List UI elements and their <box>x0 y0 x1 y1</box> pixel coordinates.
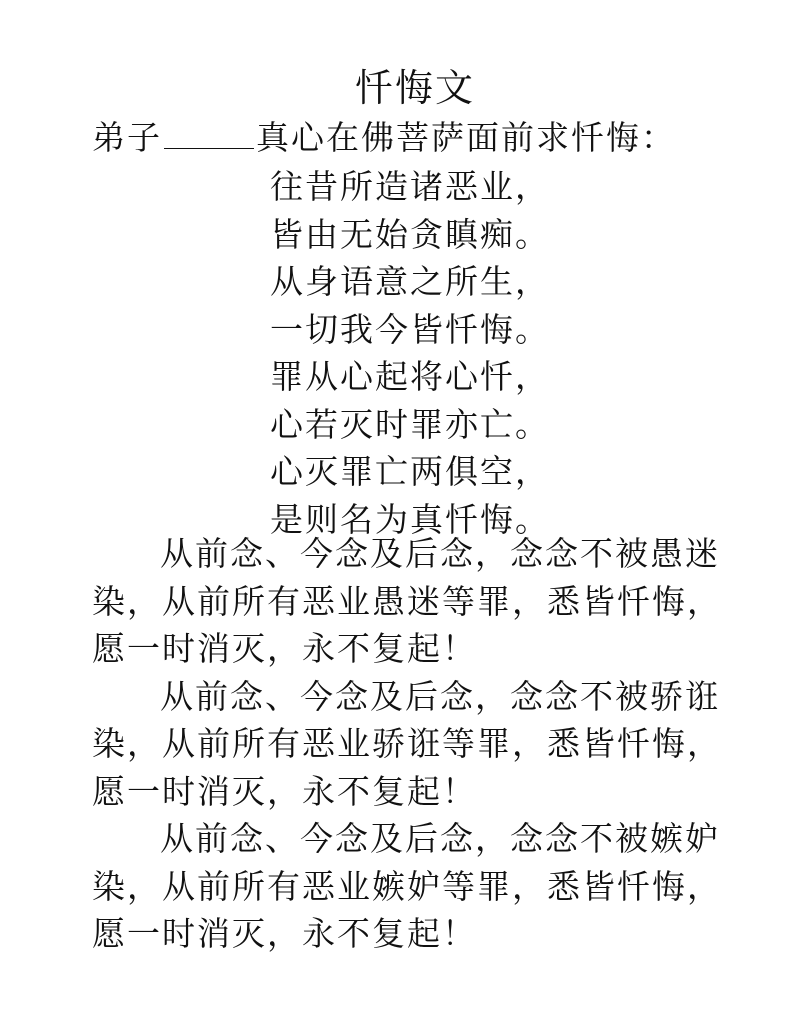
paragraph-line: 愿一时消灭，永不复起！ <box>92 771 477 811</box>
verse-line: 是则名为真忏悔。 <box>270 499 550 539</box>
repentance-verse <box>270 163 550 543</box>
body-paragraphs <box>92 530 742 958</box>
verse-line: 心灭罪亡两俱空， <box>270 452 550 491</box>
intro-line <box>92 113 676 163</box>
verse-line: 一切我今皆忏悔。 <box>270 309 550 349</box>
paragraph-line: 愿一时消灭，永不复起！ <box>92 629 477 668</box>
intro-suffix: 真心在佛菩萨面前求忏悔： <box>256 118 676 157</box>
verse-line: 往昔所造诸恶业， <box>270 167 550 206</box>
paragraph-jealousy <box>92 815 742 958</box>
verse-line: 皆由无始贪瞋痴。 <box>270 214 550 254</box>
paragraph-line: 从前念、今念及后念，念念不被嫉妒 <box>160 819 720 858</box>
paragraph-line: 从前念、今念及后念，念念不被骄诳 <box>160 676 720 716</box>
paragraph-ignorance <box>92 530 742 673</box>
paragraph-line: 染，从前所有恶业骄诳等罪，悉皆忏悔， <box>92 724 722 763</box>
paragraph-line: 愿一时消灭，永不复起！ <box>92 914 477 953</box>
paragraph-line: 染，从前所有恶业愚迷等罪，悉皆忏悔， <box>92 581 722 621</box>
paragraph-line: 从前念、今念及后念，念念不被愚迷 <box>160 534 720 573</box>
name-blank-underline <box>164 114 254 149</box>
verse-line: 罪从心起将心忏， <box>270 357 550 396</box>
intro-prefix: 弟子 <box>92 118 162 157</box>
paragraph-line: 染，从前所有恶业嫉妒等罪，悉皆忏悔， <box>92 866 722 906</box>
verse-line: 心若灭时罪亦亡。 <box>270 404 550 444</box>
paragraph-arrogance <box>92 673 742 816</box>
verse-line: 从身语意之所生， <box>270 262 550 301</box>
document-title: 忏悔文 <box>354 66 475 110</box>
